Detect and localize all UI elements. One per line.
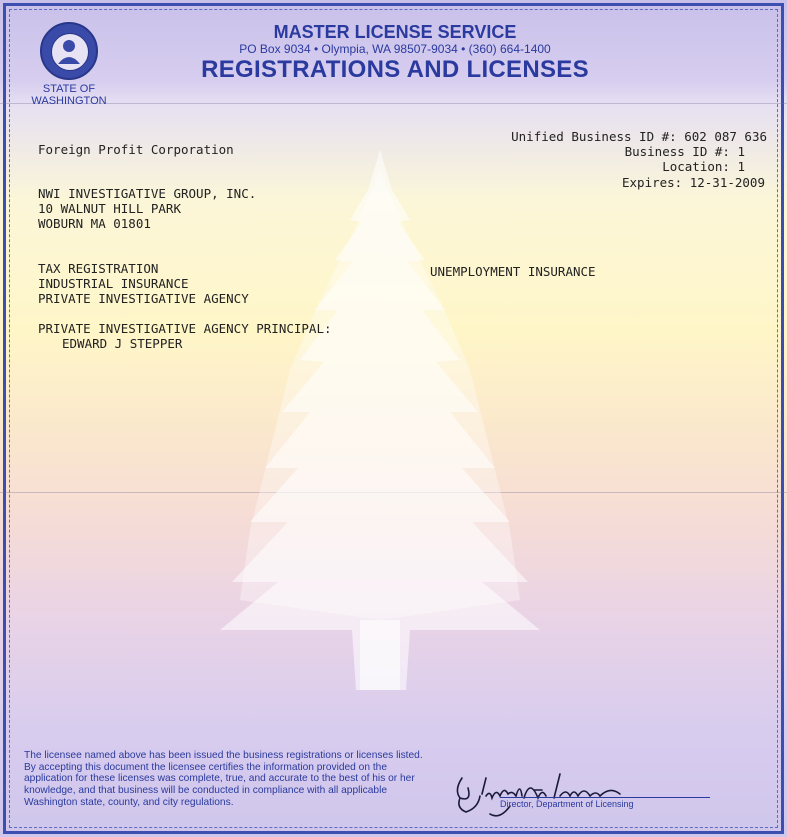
registration-item: INDUSTRIAL INSURANCE [38, 276, 189, 291]
signatory-title: Director, Department of Licensing [500, 799, 634, 809]
principal-label: PRIVATE INVESTIGATIVE AGENCY PRINCIPAL: [38, 321, 332, 336]
ubi-number: Unified Business ID #: 602 087 636 [511, 129, 767, 144]
document-title: REGISTRATIONS AND LICENSES [201, 56, 589, 83]
service-address: PO Box 9034 • Olympia, WA 98507-9034 • (360) 664-1400 [239, 42, 551, 56]
registration-item: TAX REGISTRATION [38, 261, 159, 276]
registration-item-unemployment: UNEMPLOYMENT INSURANCE [430, 264, 596, 279]
principal-name: EDWARD J STEPPER [62, 336, 183, 351]
business-city: WOBURN MA 01801 [38, 216, 151, 231]
location-number: Location: 1 [662, 159, 745, 174]
expiration-date: Expires: 12-31-2009 [622, 175, 765, 190]
tree-watermark-icon [210, 150, 550, 690]
state-seal-icon [40, 22, 98, 80]
seal-caption-state-of: STATE OF [42, 83, 96, 95]
seal-caption-washington: WASHINGTON [31, 95, 107, 107]
registration-item: PRIVATE INVESTIGATIVE AGENCY [38, 291, 249, 306]
entity-type: Foreign Profit Corporation [38, 142, 234, 157]
business-name: NWI INVESTIGATIVE GROUP, INC. [38, 186, 257, 201]
business-id: Business ID #: 1 [624, 144, 745, 159]
signature-icon [450, 768, 650, 823]
certification-statement: The licensee named above has been issued the business registrations or licenses listed. By accepting this document the licensee certifies the information provided on the application for these licenses was complete, true, and accurate to the best of his or her knowledge, and that business will be conducted in compliance with all applicable Washington state, county, and city regulations. [24, 750, 423, 808]
service-title: MASTER LICENSE SERVICE [273, 22, 517, 42]
signature-line [500, 797, 710, 798]
business-street: 10 WALNUT HILL PARK [38, 201, 181, 216]
